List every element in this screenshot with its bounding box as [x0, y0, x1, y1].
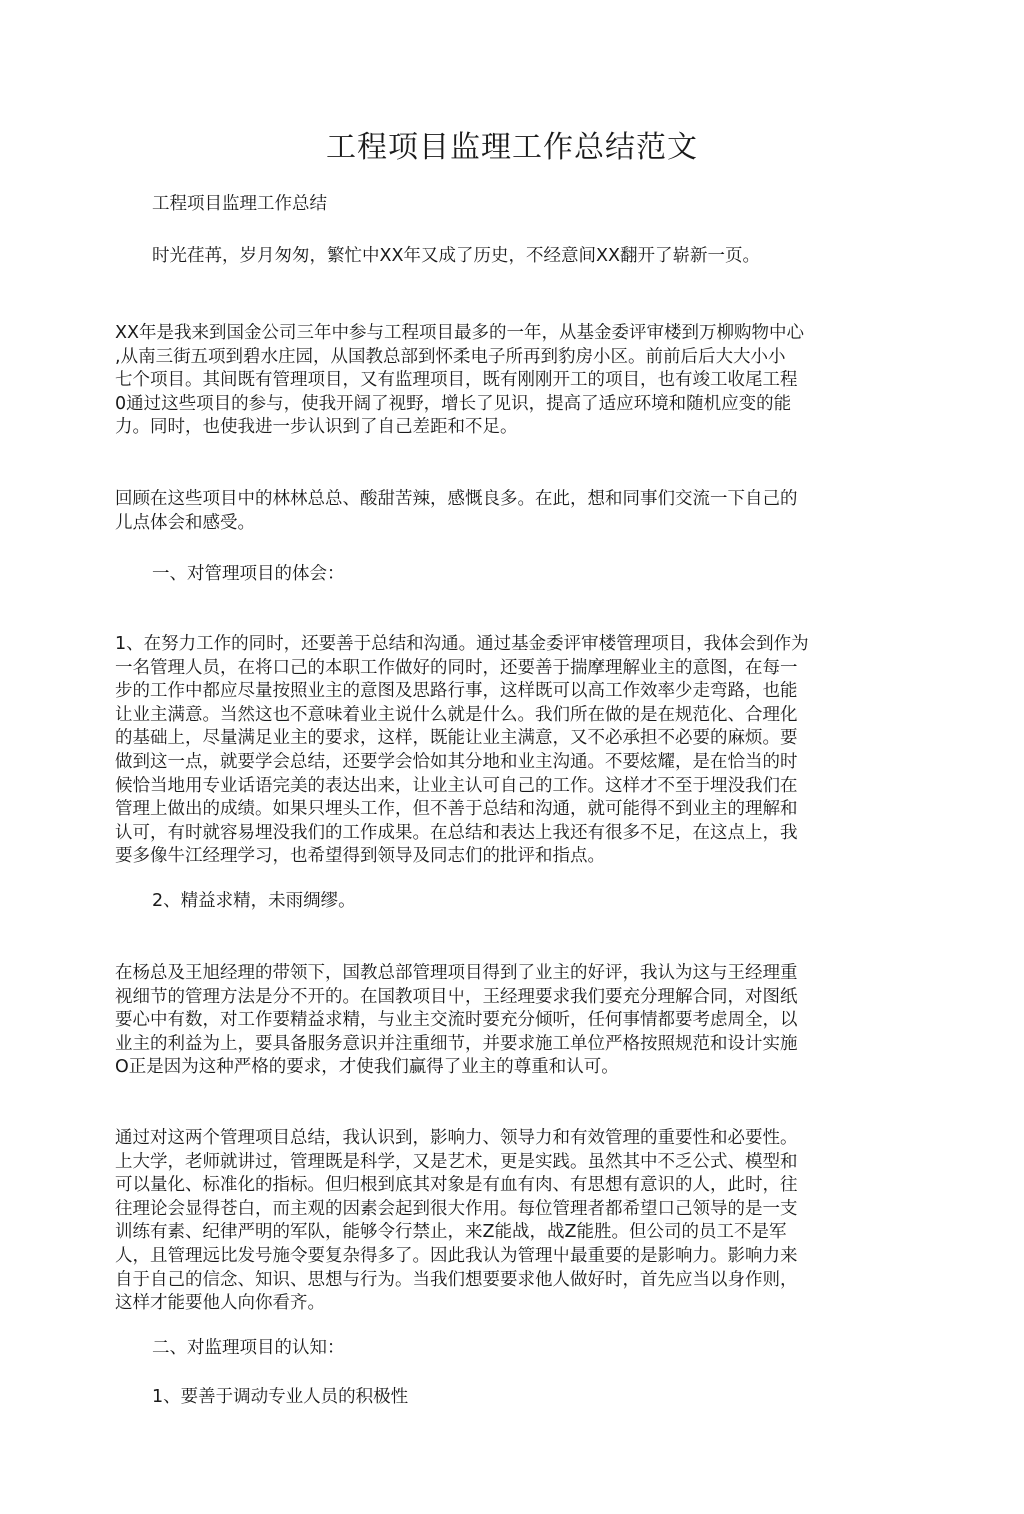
document-subtitle: 工程项目监理工作总结	[152, 194, 327, 214]
intro-paragraph: 时光荏苒，岁月匆匆，繁忙中XX年又成了历史，不经意间XX翻开了崭新一页。	[152, 246, 760, 266]
paragraph-communication: 1、在努力工作的同时，还要善于总结和沟通。通过基金委评审楼管理项目，我体会到作为 一名管理人员，在将口己的本职工作做好的同时，还要善于揣摩理解业主的意图，在每一 步的工作中都应尽量按照业主的意图及思路行事，这样既可以高工作效率少走弯路，也能 让业主满意。当然这也不意味着业主说什么就是什么。我们所在做的是在规范化、合理化 的基础上，尽量满足业主的要求，这样，既能让业主满意，又不必承担不必要的麻烦。要 做到这一点，就要学会总结，还要学会恰如其分地和业主沟通。不要炫耀，是在恰当的时 候恰当地用专业话语完美的表达出来，让业主认可自己的工作。这样才不至于埋没我们在 管理上做出的成绩。如果只埋头工作，但不善于总结和沟通，就可能得不到业主的理解和 认可，有时就容易埋没我们的工作成果。在总结和表达上我还有很多不足，在这点上，我 要多像牛江经理学习，也希望得到领导及同志们的批评和指点。	[115, 634, 809, 867]
section-heading-supervision: 二、对监理项目的认知：	[152, 1338, 345, 1358]
paragraph-projects: XX年是我来到国金公司三年中参与工程项目最多的一年，从基金委评审楼到万柳购物中心 ,从南三街五项到碧水庄园，从国教总部到怀柔电子所再到豹房小区。前前后后大大小小 七个项目。其间既有管理项目，又有监理项目，既有刚刚开工的项目，也有竣工收尾工程 0通过这些项目的参与，使我开阔了视野，增长了见识，提高了适应环境和随机应变的能 力。同时，也使我进一步认识到了自己差距和不足。	[115, 323, 804, 438]
item-heading-motivation: 1、要善于调动专业人员的积极性	[152, 1387, 409, 1407]
item-heading-precision: 2、精益求精，未雨绸缪。	[152, 891, 356, 911]
paragraph-review: 回顾在这些项目中的林林总总、酸甜苦辣，感慨良多。在此，想和同事们交流一下自己的 儿点体会和感受。	[115, 489, 798, 533]
section-heading-management: 一、对管理项目的体会：	[152, 564, 345, 584]
paragraph-influence: 通过对这两个管理项目总结，我认识到，影响力、领导力和有效管理的重要性和必要性。 上大学，老师就讲过，管理既是科学，又是艺术，更是实践。虽然其中不乏公式、模型和 可以量化、标准化的指标。但归根到底其对象是有血有肉、有思想有意识的人，此时，往 往理论会显得苍白，而主观的因素会起到很大作用。每位管理者都希望口己领导的是一支 训练有素、纪律严明的军队，能够令行禁止，来Z能战，战Z能胜。但公司的员工不是军 人，且管理远比发号施令要复杂得多了。因此我认为管理屮最重要的是影响力。影响力来 自于自己的信念、知识、思想与行为。当我们想要要求他人做好时，首先应当以身作则， 这样才能要他人向你看齐。	[115, 1128, 798, 1314]
paragraph-details: 在杨总及王旭经理的带领下，国教总部管理项目得到了业主的好评，我认为这与王经理重 视细节的管理方法是分不开的。在国教项目屮，王经理要求我们要充分理解合同，对图纸 要心中有数，对工作要精益求精，与业主交流时要充分倾听，任何事情都要考虑周全，以 业主的利益为上，要具备服务意识并注重细节，并要求施工单位严格按照规范和设计实施 O正是因为这种严格的要求，才使我们赢得了业主的尊重和认可。	[115, 963, 798, 1078]
document-title: 工程项目监理工作总结范文	[326, 130, 698, 165]
